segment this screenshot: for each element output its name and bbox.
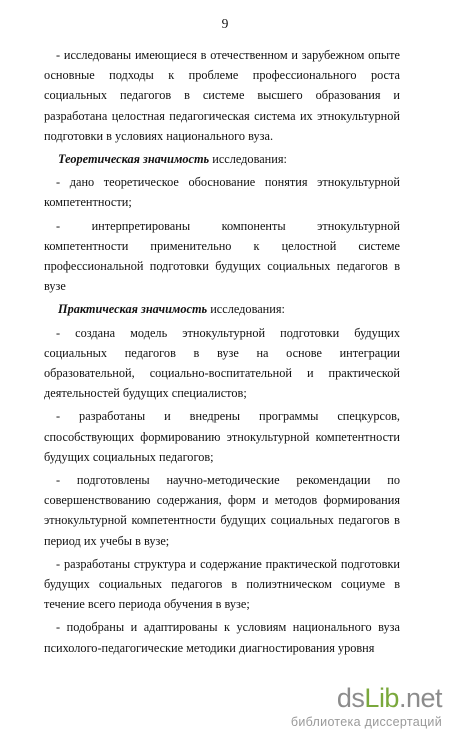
theoretical-heading-rest: исследования: — [209, 152, 287, 167]
practical-term: Практическая значимость — [58, 302, 208, 317]
intro-paragraph: - исследованы имеющиеся в отечественном и зарубежном опыте основные подходы к проблеме профессионального роста социальных педагогов в системе высшего образования и разработана целостная педагогическая система их этнокультурной подготовки в условиях национального вуза. — [44, 48, 400, 143]
practical-item: - подготовлены научно-методические рекомендации по совершенствованию содержания, форм и методов формирования этнокультурной компетентности будущих социальных педагогов в период их учебы в вузе; — [44, 473, 400, 548]
document-body — [44, 45, 400, 658]
practical-item: - подобраны и адаптированы к условиям национального вуза психолого-педагогические методики диагностирования уровня — [44, 620, 400, 655]
theoretical-item: - дано теоретическое обоснование понятия этнокультурной компетентности; — [44, 175, 400, 210]
theoretical-heading — [44, 149, 400, 169]
dslib-subtitle: библиотека диссертаций — [290, 714, 442, 729]
theoretical-term: Теоретическая значимость — [58, 152, 210, 167]
practical-heading-rest: исследования: — [207, 302, 285, 317]
practical-item: - разработаны и внедрены программы спецкурсов, способствующих формированию этнокультурной компетентности будущих социальных педагогов; — [44, 409, 400, 464]
theoretical-item: - интерпретированы компоненты этнокультурной компетентности применительно к целостной системе профессиональной подготовки будущих социальных педагогов в вузе — [44, 218, 400, 294]
practical-item: - разработаны структура и содержание практической подготовки будущих социальных педагогов в полиэтническом социуме в течение всего периода обучения в вузе; — [44, 556, 400, 612]
practical-item: - создана модель этнокультурной подготовки будущих социальных педагогов в вузе на основе интеграции образовательной, социально-воспитательной и практической деятельностей будущих специалистов; — [44, 325, 400, 401]
page-number: 9 — [221, 16, 229, 31]
dslib-watermark — [290, 682, 442, 729]
dslib-logo: dsLib.net — [336, 682, 442, 713]
practical-heading — [44, 299, 400, 319]
